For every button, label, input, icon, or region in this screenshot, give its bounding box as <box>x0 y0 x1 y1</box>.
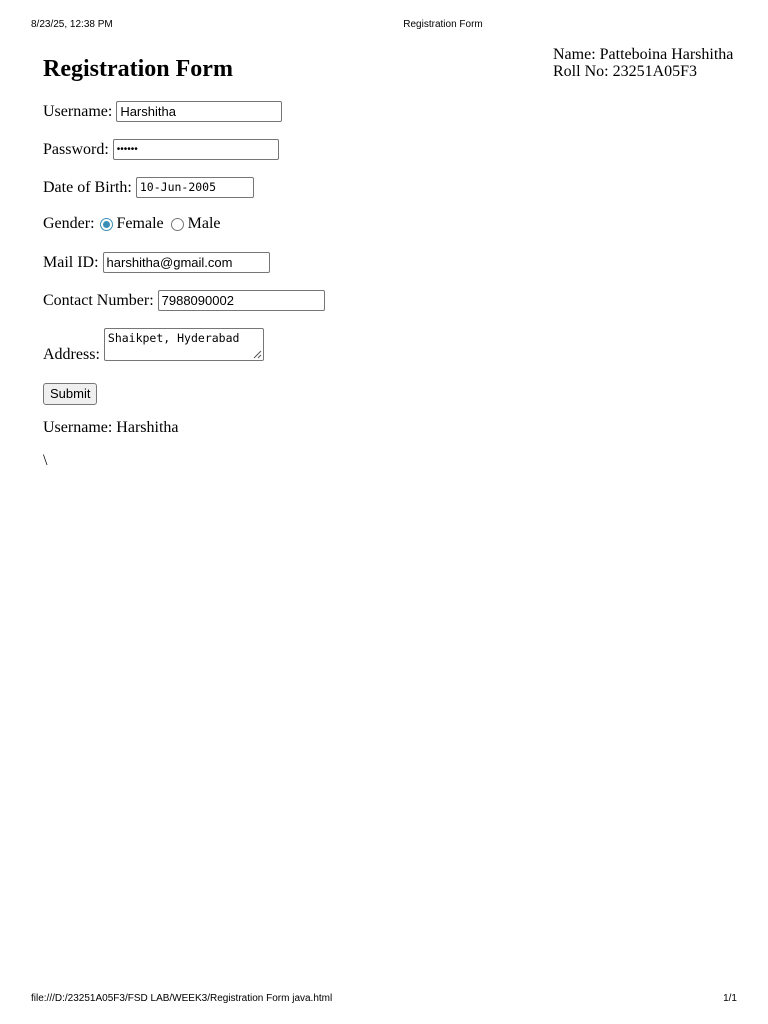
gender-label: Gender: <box>43 215 95 232</box>
radio-female[interactable] <box>100 218 113 231</box>
radio-female-label: Female <box>116 215 164 232</box>
print-page-number: 1/1 <box>723 993 737 1004</box>
address-textarea[interactable] <box>104 328 264 361</box>
address-row <box>43 328 264 361</box>
gender-row <box>43 215 221 233</box>
username-input[interactable]: Harshitha <box>116 101 282 122</box>
submit-row <box>43 383 97 405</box>
password-label: Password: <box>43 140 109 158</box>
print-datetime: 8/23/25, 12:38 PM <box>31 19 113 30</box>
contact-label: Contact Number: <box>43 291 154 309</box>
output-row <box>43 419 179 437</box>
address-value: Shaikpet, Hyderabad <box>107 331 240 345</box>
username-row <box>43 101 282 122</box>
mail-label: Mail ID: <box>43 253 99 271</box>
mail-input[interactable]: harshitha@gmail.com <box>103 252 270 273</box>
radio-male[interactable] <box>171 218 184 231</box>
dob-row <box>43 177 254 198</box>
output-username: Username: Harshitha <box>43 419 179 436</box>
username-label: Username: <box>43 102 113 120</box>
mail-row <box>43 252 270 273</box>
page-title: Registration Form <box>43 56 233 82</box>
resize-grip-icon[interactable] <box>253 350 262 359</box>
stray-row <box>43 452 47 470</box>
contact-row <box>43 290 325 311</box>
submit-button[interactable]: Submit <box>43 383 97 405</box>
dob-label: Date of Birth: <box>43 178 132 196</box>
radio-male-label: Male <box>187 215 221 232</box>
student-name: Name: Patteboina Harshitha <box>553 46 734 63</box>
address-label: Address: <box>43 346 100 363</box>
password-input[interactable]: •••••• <box>113 139 279 160</box>
dob-input[interactable]: 10-Jun-2005 <box>136 177 254 198</box>
student-roll: Roll No: 23251A05F3 <box>553 63 698 80</box>
contact-input[interactable]: 7988090002 <box>158 290 325 311</box>
stray-backslash: \ <box>43 452 48 469</box>
print-title: Registration Form <box>403 19 483 30</box>
password-row <box>43 139 279 160</box>
student-info <box>553 46 733 80</box>
print-path: file:///D:/23251A05F3/FSD LAB/WEEK3/Registration Form java.html <box>31 993 333 1004</box>
